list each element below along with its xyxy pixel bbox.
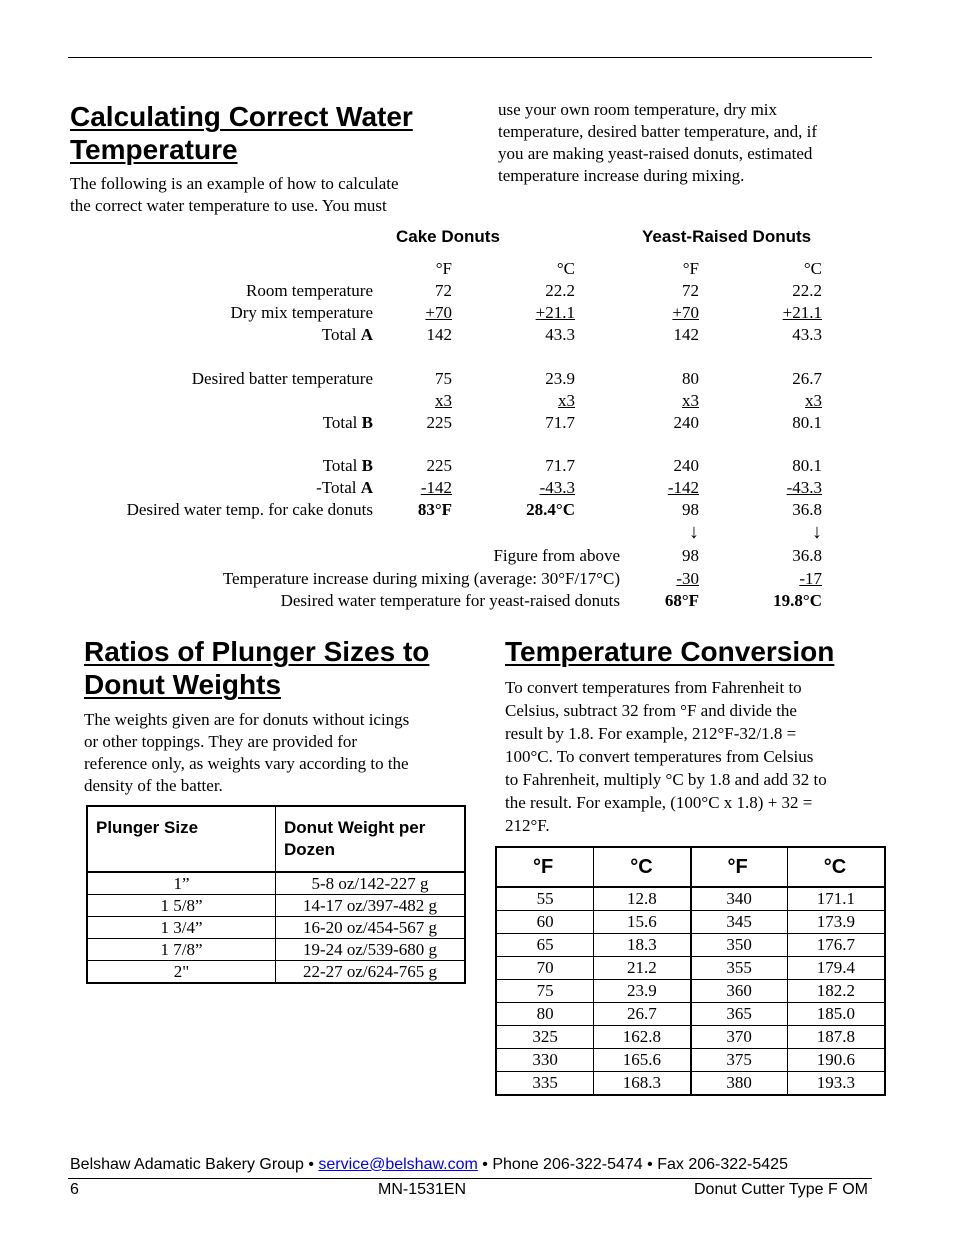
fax-number: Fax 206-322-5425: [657, 1156, 788, 1173]
mult: x3: [805, 391, 822, 410]
cell: 330: [497, 1049, 594, 1072]
cell: 335: [497, 1072, 594, 1095]
header-line: Dozen: [284, 840, 335, 859]
increase-c: -17: [799, 569, 822, 588]
value: +70: [425, 303, 452, 322]
row-label: [322, 324, 373, 346]
intro-left-line-1: The following is an example of how to calculate: [70, 174, 399, 193]
intro-left: [70, 173, 490, 217]
table-row: [88, 872, 464, 895]
table-row: [497, 1003, 884, 1026]
plunger-size-cell: 1”: [88, 872, 276, 895]
value: 36.8: [792, 500, 822, 519]
desc-line-4: density of the batter.: [84, 776, 223, 795]
donut-weight-cell: 19-24 oz/539-680 g: [276, 939, 465, 961]
intro-right: [498, 99, 878, 187]
row-label: Dry mix temperature: [230, 303, 373, 322]
unit-c-yeast: °C: [803, 259, 822, 278]
cell: 55: [497, 887, 594, 911]
value: [799, 568, 822, 590]
unit-f-yeast: °F: [682, 259, 699, 278]
increase-f: -30: [676, 569, 699, 588]
company-name: Belshaw Adamatic Bakery Group: [70, 1156, 304, 1173]
email-link[interactable]: service@belshaw.com: [318, 1156, 478, 1173]
title-line-1: Calculating Correct Water: [70, 101, 413, 132]
cell: 355: [691, 957, 788, 980]
cake-water-temp-row: [60, 499, 840, 521]
cell: 340: [691, 887, 788, 911]
total-b-row: [60, 412, 840, 434]
donut-weight-cell: 16-20 oz/454-567 g: [276, 917, 465, 939]
multiply-row: [60, 390, 840, 412]
value: [682, 390, 699, 412]
value: 225: [426, 413, 452, 432]
mult: x3: [682, 391, 699, 410]
cell: 18.3: [594, 934, 691, 957]
plunger-table-frame: [86, 805, 466, 984]
cell: 21.2: [594, 957, 691, 980]
table-row: [497, 980, 884, 1003]
footer-contact: [70, 1155, 788, 1175]
table-row: [88, 917, 464, 939]
cell: 193.3: [787, 1072, 884, 1095]
header-line: Donut Weight per: [284, 818, 426, 837]
row-label: Temperature increase during mixing (average: 30°F/17°C): [222, 569, 620, 588]
cell: 173.9: [787, 911, 884, 934]
row-label: Figure from above: [493, 546, 620, 565]
col-header-plunger-size: Plunger Size: [88, 807, 276, 872]
value: 98: [682, 500, 699, 519]
cell: 375: [691, 1049, 788, 1072]
value: [805, 390, 822, 412]
table-row: [497, 934, 884, 957]
value: -142: [420, 478, 452, 497]
label-bold: A: [360, 325, 373, 344]
mixing-increase-row: [60, 568, 840, 590]
bullet-separator: •: [482, 1156, 488, 1173]
value: 80.1: [792, 413, 822, 432]
value: 22.2: [792, 281, 822, 300]
cell: 350: [691, 934, 788, 957]
value: [676, 568, 699, 590]
total-b-repeat-row: [60, 455, 840, 477]
cell: 176.7: [787, 934, 884, 957]
cake-donuts-header: Cake Donuts: [396, 227, 500, 246]
value: 71.7: [545, 456, 575, 475]
donut-weight-cell: 5-8 oz/142-227 g: [276, 872, 465, 895]
page-number: 6: [70, 1181, 79, 1198]
section-conversion-title: [505, 635, 885, 668]
cake-water-c-result: 28.4°C: [526, 500, 575, 519]
label-text: Total: [322, 456, 362, 475]
cell: 165.6: [594, 1049, 691, 1072]
cell: 171.1: [787, 887, 884, 911]
value: 75: [435, 369, 452, 388]
table-row: [88, 895, 464, 917]
label-text: Total: [322, 413, 362, 432]
unit-f-cake: °F: [435, 259, 452, 278]
col-header-donut-weight: [276, 807, 465, 872]
cell: 80: [497, 1003, 594, 1026]
total-a-row: [60, 324, 840, 346]
header-rule: [68, 57, 872, 58]
value: 36.8: [792, 546, 822, 565]
cell: 23.9: [594, 980, 691, 1003]
title-line-1: Ratios of Plunger Sizes to: [84, 636, 430, 667]
yeast-water-temp-row: [60, 590, 840, 612]
arrows-row: [60, 521, 840, 543]
row-label: [323, 412, 373, 434]
minus-total-a-row: [60, 477, 840, 499]
bullet-separator: •: [647, 1156, 653, 1173]
title-line-2: Donut Weights: [84, 669, 282, 700]
value: 43.3: [792, 325, 822, 344]
value: 72: [682, 281, 699, 300]
label-bold: B: [361, 456, 373, 475]
table-row: [497, 1049, 884, 1072]
value: 225: [426, 456, 452, 475]
section-plunger-title: [84, 635, 484, 701]
donut-weight-cell: 22-27 oz/624-765 g: [276, 961, 465, 983]
desc-line-3: result by 1.8. For example, 212°F-32/1.8 =: [505, 724, 797, 743]
row-label: Room temperature: [246, 281, 373, 300]
plunger-size-cell: 1 7/8”: [88, 939, 276, 961]
table-row: [497, 911, 884, 934]
desc-line-2: or other toppings. They are provided for: [84, 732, 358, 751]
row-label: Desired batter temperature: [191, 369, 373, 388]
cell: 190.6: [787, 1049, 884, 1072]
value: [558, 390, 575, 412]
plunger-description: [84, 709, 474, 797]
intro-right-line-1: use your own room temperature, dry mix: [498, 100, 778, 119]
phone-number: Phone 206-322-5474: [492, 1156, 643, 1173]
figure-from-above-row: [60, 545, 840, 567]
desc-line-7: 212°F.: [505, 816, 550, 835]
yeast-water-f-result: 68°F: [664, 591, 699, 610]
value: 26.7: [792, 369, 822, 388]
mult: x3: [558, 391, 575, 410]
desc-line-5: to Fahrenheit, multiply °C by 1.8 and add 32 to: [505, 770, 827, 789]
table-header-row: [88, 807, 464, 872]
table-header-row: [497, 848, 884, 887]
cell: 162.8: [594, 1026, 691, 1049]
value: 98: [682, 546, 699, 565]
yeast-water-c-result: 19.8°C: [773, 591, 822, 610]
cell: 12.8: [594, 887, 691, 911]
value: +21.1: [782, 303, 822, 322]
conversion-table-frame: [495, 846, 886, 1096]
room-temperature-row: [60, 280, 840, 302]
cell: 325: [497, 1026, 594, 1049]
units-row: [60, 258, 840, 280]
table-row: [88, 961, 464, 983]
cell: 60: [497, 911, 594, 934]
plunger-table: [88, 807, 464, 982]
col-header-c: °C: [594, 848, 691, 887]
intro-right-line-2: temperature, desired batter temperature, and, if: [498, 122, 818, 141]
col-header-f: °F: [497, 848, 594, 887]
cell: 360: [691, 980, 788, 1003]
cell: 65: [497, 934, 594, 957]
cell: 168.3: [594, 1072, 691, 1095]
section-calculating-title: [70, 100, 490, 166]
cell: 365: [691, 1003, 788, 1026]
conversion-table: [497, 848, 884, 1094]
cell: 370: [691, 1026, 788, 1049]
document-title: Donut Cutter Type F OM: [694, 1181, 868, 1198]
down-arrow-icon: ↓: [812, 521, 822, 543]
row-label: Desired water temperature for yeast-raised donuts: [280, 591, 620, 610]
cell: 15.6: [594, 911, 691, 934]
col-header-c: °C: [787, 848, 884, 887]
donut-weight-cell: 14-17 oz/397-482 g: [276, 895, 465, 917]
value: +70: [672, 303, 699, 322]
value: 240: [673, 456, 699, 475]
table-row: [497, 957, 884, 980]
table-row: [497, 1072, 884, 1095]
batter-temperature-row: [60, 368, 840, 390]
desc-line-3: reference only, as weights vary according to the: [84, 754, 409, 773]
plunger-size-cell: 1 5/8”: [88, 895, 276, 917]
intro-right-line-4: temperature increase during mixing.: [498, 166, 745, 185]
value: 240: [673, 413, 699, 432]
value: +21.1: [535, 303, 575, 322]
bullet-separator: •: [308, 1156, 314, 1173]
value: 142: [426, 325, 452, 344]
value: 43.3: [545, 325, 575, 344]
desc-line-1: The weights given are for donuts without icings: [84, 710, 410, 729]
intro-left-line-2: the correct water temperature to use. You must: [70, 196, 387, 215]
label-bold: A: [360, 478, 373, 497]
col-header-f: °F: [691, 848, 788, 887]
value: -43.3: [786, 478, 822, 497]
table-row: [497, 1026, 884, 1049]
value: 23.9: [545, 369, 575, 388]
down-arrow-icon: ↓: [689, 521, 699, 543]
cell: 75: [497, 980, 594, 1003]
cake-water-f-result: 83°F: [417, 500, 452, 519]
cell: 187.8: [787, 1026, 884, 1049]
desc-line-6: the result. For example, (100°C x 1.8) + 32 =: [505, 793, 813, 812]
value: -142: [667, 478, 699, 497]
title-line-2: Temperature: [70, 134, 238, 165]
cell: 380: [691, 1072, 788, 1095]
value: 80.1: [792, 456, 822, 475]
table-row: [497, 887, 884, 911]
unit-c-cake: °C: [556, 259, 575, 278]
cell: 345: [691, 911, 788, 934]
row-label: Desired water temp. for cake donuts: [126, 500, 373, 519]
intro-right-line-3: you are making yeast-raised donuts, estimated: [498, 144, 813, 163]
table-row: [88, 939, 464, 961]
value: 142: [673, 325, 699, 344]
document-code: MN-1531EN: [378, 1181, 467, 1198]
value: 22.2: [545, 281, 575, 300]
yeast-donuts-header: Yeast-Raised Donuts: [642, 227, 812, 246]
cell: 179.4: [787, 957, 884, 980]
label-text: -Total: [316, 478, 361, 497]
row-label: [323, 455, 373, 477]
mult: x3: [435, 391, 452, 410]
title: Temperature Conversion: [505, 636, 835, 667]
dry-mix-row: [60, 302, 840, 324]
value: 71.7: [545, 413, 575, 432]
cell: 70: [497, 957, 594, 980]
value: 72: [435, 281, 452, 300]
cell: 182.2: [787, 980, 884, 1003]
conversion-description: [505, 676, 885, 837]
cell: 26.7: [594, 1003, 691, 1026]
label-text: Total: [321, 325, 361, 344]
footer-rule: [68, 1178, 872, 1179]
value: 80: [682, 369, 699, 388]
row-label: [316, 477, 373, 499]
cell: 185.0: [787, 1003, 884, 1026]
desc-line-1: To convert temperatures from Fahrenheit to: [505, 678, 802, 697]
value: [435, 390, 452, 412]
desc-line-2: Celsius, subtract 32 from °F and divide the: [505, 701, 797, 720]
plunger-size-cell: 2": [88, 961, 276, 983]
label-bold: B: [361, 413, 373, 432]
value: -43.3: [539, 478, 575, 497]
plunger-size-cell: 1 3/4”: [88, 917, 276, 939]
desc-line-4: 100°C. To convert temperatures from Celsius: [505, 747, 814, 766]
